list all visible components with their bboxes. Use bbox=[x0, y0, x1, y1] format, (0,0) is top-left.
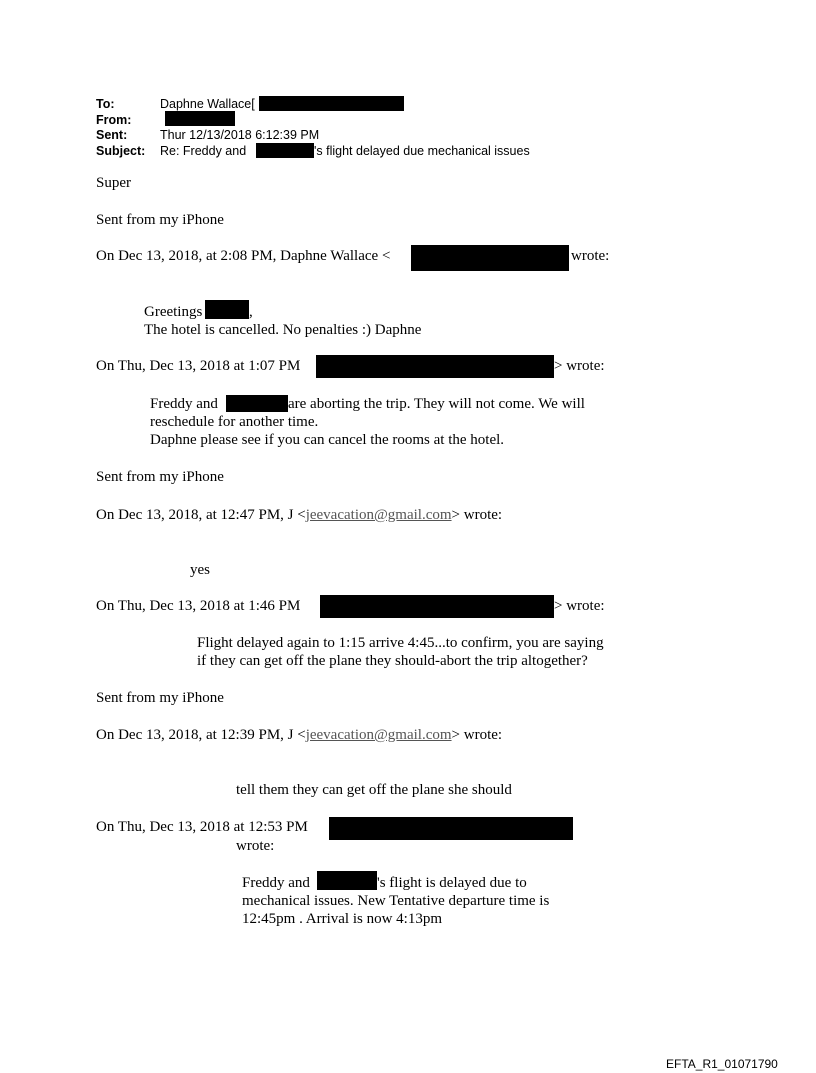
sent-value: Thur 12/13/2018 6:12:39 PM bbox=[160, 128, 320, 142]
signature-text: Sent from my iPhone bbox=[96, 469, 224, 485]
body-text: are aborting the trip. They will not come. We will bbox=[288, 396, 585, 412]
body-text: Freddy and bbox=[150, 396, 218, 412]
redaction-block bbox=[165, 111, 235, 126]
quote-header-suffix: wrote: bbox=[571, 248, 610, 264]
body-text: , bbox=[249, 304, 253, 320]
body-text: reschedule for another time. bbox=[150, 414, 319, 430]
document-id: EFTA_R1_01071790 bbox=[666, 1057, 778, 1071]
sent-label: Sent: bbox=[96, 128, 128, 142]
signature-text: Sent from my iPhone bbox=[96, 212, 224, 228]
to-value: Daphne Wallace[ bbox=[160, 97, 255, 111]
quote-header bbox=[96, 726, 502, 744]
body-text: tell them they can get off the plane she should bbox=[236, 782, 512, 798]
quote-header-suffix: > wrote: bbox=[451, 507, 503, 523]
body-text: The hotel is cancelled. No penalties :) Daphne bbox=[144, 322, 422, 338]
quote-header: On Thu, Dec 13, 2018 at 1:46 PM bbox=[96, 598, 301, 614]
redaction-block bbox=[329, 817, 573, 840]
redaction-block bbox=[411, 245, 569, 271]
quote-header: On Thu, Dec 13, 2018 at 1:07 PM bbox=[96, 358, 301, 374]
quote-header-suffix: > wrote: bbox=[451, 727, 503, 743]
from-label: From: bbox=[96, 113, 132, 127]
redaction-block bbox=[259, 96, 404, 111]
quote-header-prefix: On Dec 13, 2018, at 12:39 PM, J < bbox=[96, 727, 306, 743]
body-text: 12:45pm . Arrival is now 4:13pm bbox=[242, 911, 442, 927]
quote-header-suffix: > wrote: bbox=[554, 358, 605, 374]
redaction-block bbox=[320, 595, 554, 618]
body-text: Freddy and bbox=[242, 875, 310, 891]
email-link[interactable]: jeevacation@gmail.com bbox=[305, 727, 452, 743]
quote-header: On Dec 13, 2018, at 2:08 PM, Daphne Wallace < bbox=[96, 248, 391, 264]
redaction-block bbox=[316, 355, 554, 378]
body-text: Daphne please see if you can cancel the rooms at the hotel. bbox=[150, 432, 505, 448]
quote-header-suffix: > wrote: bbox=[554, 598, 605, 614]
subject-prefix: Re: Freddy and bbox=[160, 144, 247, 158]
redaction-block bbox=[205, 300, 249, 319]
subject-suffix: 's flight delayed due mechanical issues bbox=[314, 144, 530, 158]
body-text: 's flight is delayed due to bbox=[377, 875, 527, 891]
body-text: Flight delayed again to 1:15 arrive 4:45...to confirm, you are saying bbox=[197, 635, 604, 651]
body-text: Super bbox=[96, 175, 131, 191]
redaction-block bbox=[226, 395, 288, 412]
body-text: yes bbox=[190, 562, 210, 578]
signature-text: Sent from my iPhone bbox=[96, 690, 224, 706]
quote-header bbox=[96, 506, 502, 524]
redaction-block bbox=[256, 143, 314, 158]
quote-header: On Thu, Dec 13, 2018 at 12:53 PM bbox=[96, 819, 308, 835]
to-label: To: bbox=[96, 97, 115, 111]
email-link[interactable]: jeevacation@gmail.com bbox=[305, 507, 452, 523]
body-text: mechanical issues. New Tentative departure time is bbox=[242, 893, 550, 909]
body-text: if they can get off the plane they should-abort the trip altogether? bbox=[197, 653, 588, 669]
quote-header-suffix: wrote: bbox=[236, 838, 275, 854]
redaction-block bbox=[317, 871, 377, 890]
subject-label: Subject: bbox=[96, 144, 146, 158]
quote-header-prefix: On Dec 13, 2018, at 12:47 PM, J < bbox=[96, 507, 306, 523]
body-text: Greetings bbox=[144, 304, 203, 320]
